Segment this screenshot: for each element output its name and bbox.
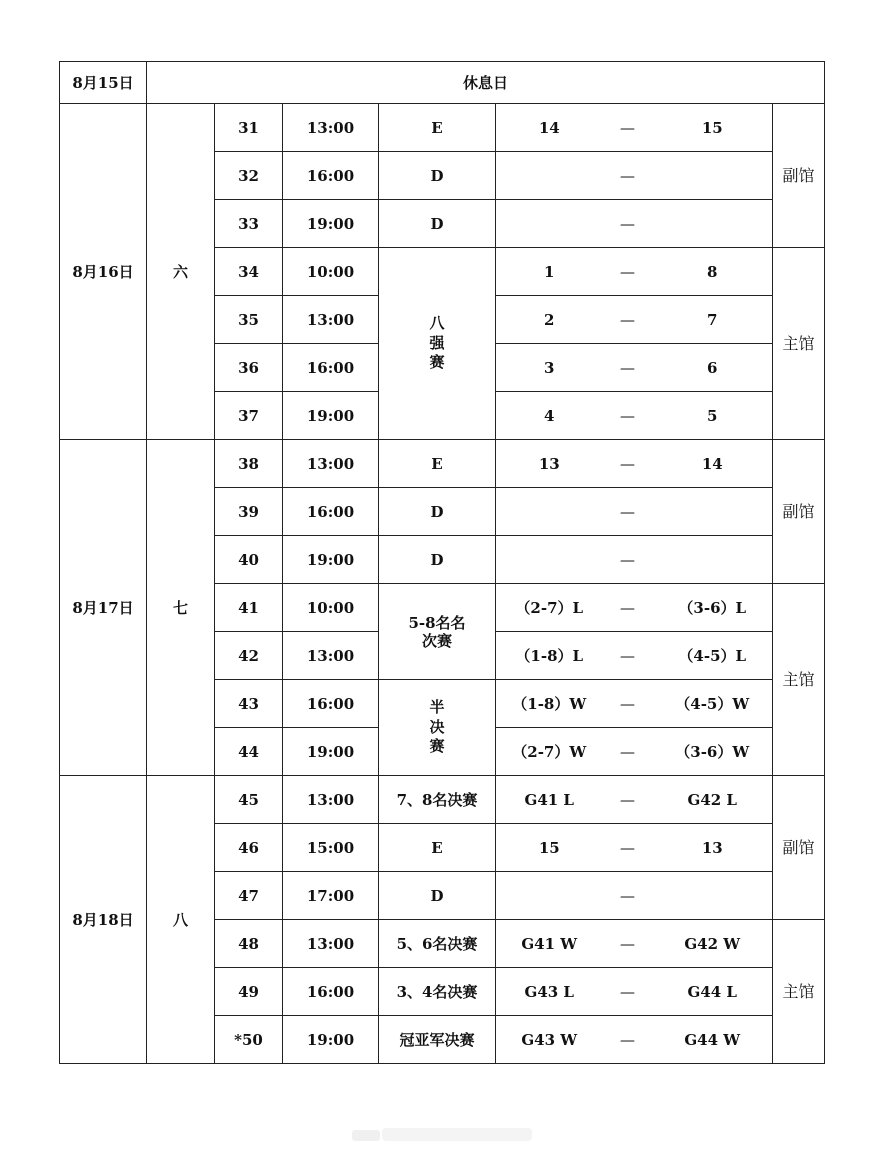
- team-b: 14: [653, 440, 773, 488]
- team-b: 8: [653, 248, 773, 296]
- game-time: 10:00: [283, 248, 379, 296]
- team-b: G44 L: [653, 968, 773, 1016]
- team-b: 15: [653, 104, 773, 152]
- game-group: D: [379, 488, 496, 536]
- game-number: 46: [215, 824, 283, 872]
- game-time: 16:00: [283, 344, 379, 392]
- game-group: 3、4名决赛: [379, 968, 496, 1016]
- versus-dash: —: [603, 344, 653, 392]
- game-time: 19:00: [283, 392, 379, 440]
- game-group: 冠亚军决赛: [379, 1016, 496, 1064]
- game-number: 44: [215, 728, 283, 776]
- team-b: G42 L: [653, 776, 773, 824]
- team-b: [653, 872, 773, 920]
- date-cell: 8月16日: [60, 104, 147, 440]
- team-b: （4-5）W: [653, 680, 773, 728]
- team-a: [496, 152, 603, 200]
- team-b: （3-6）L: [653, 584, 773, 632]
- weekday-cell: 八: [147, 776, 215, 1064]
- versus-dash: —: [603, 392, 653, 440]
- table-row: [60, 440, 825, 488]
- game-time: 17:00: [283, 872, 379, 920]
- game-group: 7、8名决赛: [379, 776, 496, 824]
- team-a: [496, 200, 603, 248]
- versus-dash: —: [603, 872, 653, 920]
- team-a: 14: [496, 104, 603, 152]
- team-b: （4-5）L: [653, 632, 773, 680]
- versus-dash: —: [603, 104, 653, 152]
- game-number: 37: [215, 392, 283, 440]
- game-time: 16:00: [283, 488, 379, 536]
- venue-cell: 副馆: [773, 440, 825, 584]
- versus-dash: —: [603, 1016, 653, 1064]
- game-group: D: [379, 152, 496, 200]
- venue-cell: 主馆: [773, 584, 825, 776]
- game-number: 39: [215, 488, 283, 536]
- game-number: 47: [215, 872, 283, 920]
- game-time: 16:00: [283, 680, 379, 728]
- versus-dash: —: [603, 968, 653, 1016]
- date-cell: 8月17日: [60, 440, 147, 776]
- team-b: G42 W: [653, 920, 773, 968]
- weekday-cell: 六: [147, 104, 215, 440]
- game-number: 41: [215, 584, 283, 632]
- team-a: G43 W: [496, 1016, 603, 1064]
- date-cell: 8月15日: [60, 62, 147, 104]
- versus-dash: —: [603, 680, 653, 728]
- game-number: 48: [215, 920, 283, 968]
- game-group: E: [379, 104, 496, 152]
- venue-cell: 副馆: [773, 104, 825, 248]
- round-label: 八强赛: [429, 314, 445, 372]
- game-time: 13:00: [283, 776, 379, 824]
- rest-day-label: 休息日: [147, 62, 825, 104]
- versus-dash: —: [603, 152, 653, 200]
- schedule-table: [59, 61, 825, 1064]
- team-a: 15: [496, 824, 603, 872]
- game-number: 38: [215, 440, 283, 488]
- team-b: （3-6）W: [653, 728, 773, 776]
- team-b: 6: [653, 344, 773, 392]
- team-b: 7: [653, 296, 773, 344]
- game-time: 16:00: [283, 152, 379, 200]
- team-a: 2: [496, 296, 603, 344]
- team-b: 13: [653, 824, 773, 872]
- versus-dash: —: [603, 488, 653, 536]
- team-a: （1-8）W: [496, 680, 603, 728]
- date-cell: 8月18日: [60, 776, 147, 1064]
- team-b: [653, 536, 773, 584]
- versus-dash: —: [603, 296, 653, 344]
- game-group: D: [379, 872, 496, 920]
- team-a: [496, 536, 603, 584]
- team-b: G44 W: [653, 1016, 773, 1064]
- game-group: E: [379, 824, 496, 872]
- team-a: [496, 872, 603, 920]
- game-time: 19:00: [283, 200, 379, 248]
- game-time: 13:00: [283, 296, 379, 344]
- versus-dash: —: [603, 776, 653, 824]
- game-time: 19:00: [283, 1016, 379, 1064]
- game-group: D: [379, 536, 496, 584]
- venue-cell: 副馆: [773, 776, 825, 920]
- watermark-logo: [352, 1128, 532, 1142]
- versus-dash: —: [603, 536, 653, 584]
- team-b: [653, 488, 773, 536]
- versus-dash: —: [603, 584, 653, 632]
- game-group: 5、6名决赛: [379, 920, 496, 968]
- team-a: （1-8）L: [496, 632, 603, 680]
- game-number: 35: [215, 296, 283, 344]
- table-row: [60, 104, 825, 152]
- venue-cell: 主馆: [773, 920, 825, 1064]
- team-a: 4: [496, 392, 603, 440]
- game-time: 13:00: [283, 920, 379, 968]
- team-b: [653, 200, 773, 248]
- game-number: 36: [215, 344, 283, 392]
- versus-dash: —: [603, 728, 653, 776]
- game-number: 33: [215, 200, 283, 248]
- game-number: 40: [215, 536, 283, 584]
- game-time: 16:00: [283, 968, 379, 1016]
- game-number: 34: [215, 248, 283, 296]
- venue-cell: 主馆: [773, 248, 825, 440]
- game-time: 19:00: [283, 536, 379, 584]
- game-time: 13:00: [283, 104, 379, 152]
- round-label: 5-8名名次赛: [408, 613, 466, 650]
- team-a: G43 L: [496, 968, 603, 1016]
- game-number: 42: [215, 632, 283, 680]
- versus-dash: —: [603, 200, 653, 248]
- table-row: [60, 776, 825, 824]
- team-b: [653, 152, 773, 200]
- game-number: 32: [215, 152, 283, 200]
- game-time: 13:00: [283, 440, 379, 488]
- versus-dash: —: [603, 248, 653, 296]
- team-a: G41 L: [496, 776, 603, 824]
- weekday-cell: 七: [147, 440, 215, 776]
- versus-dash: —: [603, 920, 653, 968]
- versus-dash: —: [603, 824, 653, 872]
- team-a: 13: [496, 440, 603, 488]
- game-group: D: [379, 200, 496, 248]
- round-cell: [379, 584, 496, 680]
- game-time: 10:00: [283, 584, 379, 632]
- team-a: （2-7）W: [496, 728, 603, 776]
- game-number: 49: [215, 968, 283, 1016]
- game-time: 15:00: [283, 824, 379, 872]
- team-a: 1: [496, 248, 603, 296]
- game-number: 45: [215, 776, 283, 824]
- game-time: 13:00: [283, 632, 379, 680]
- game-time: 19:00: [283, 728, 379, 776]
- rest-day-row: [60, 62, 825, 104]
- game-number: *50: [215, 1016, 283, 1064]
- game-number: 31: [215, 104, 283, 152]
- game-group: E: [379, 440, 496, 488]
- team-a: [496, 488, 603, 536]
- team-b: 5: [653, 392, 773, 440]
- team-a: G41 W: [496, 920, 603, 968]
- game-number: 43: [215, 680, 283, 728]
- team-a: 3: [496, 344, 603, 392]
- round-cell: [379, 680, 496, 776]
- team-a: （2-7）L: [496, 584, 603, 632]
- round-cell: [379, 248, 496, 440]
- versus-dash: —: [603, 440, 653, 488]
- round-label: 半决赛: [429, 698, 445, 756]
- versus-dash: —: [603, 632, 653, 680]
